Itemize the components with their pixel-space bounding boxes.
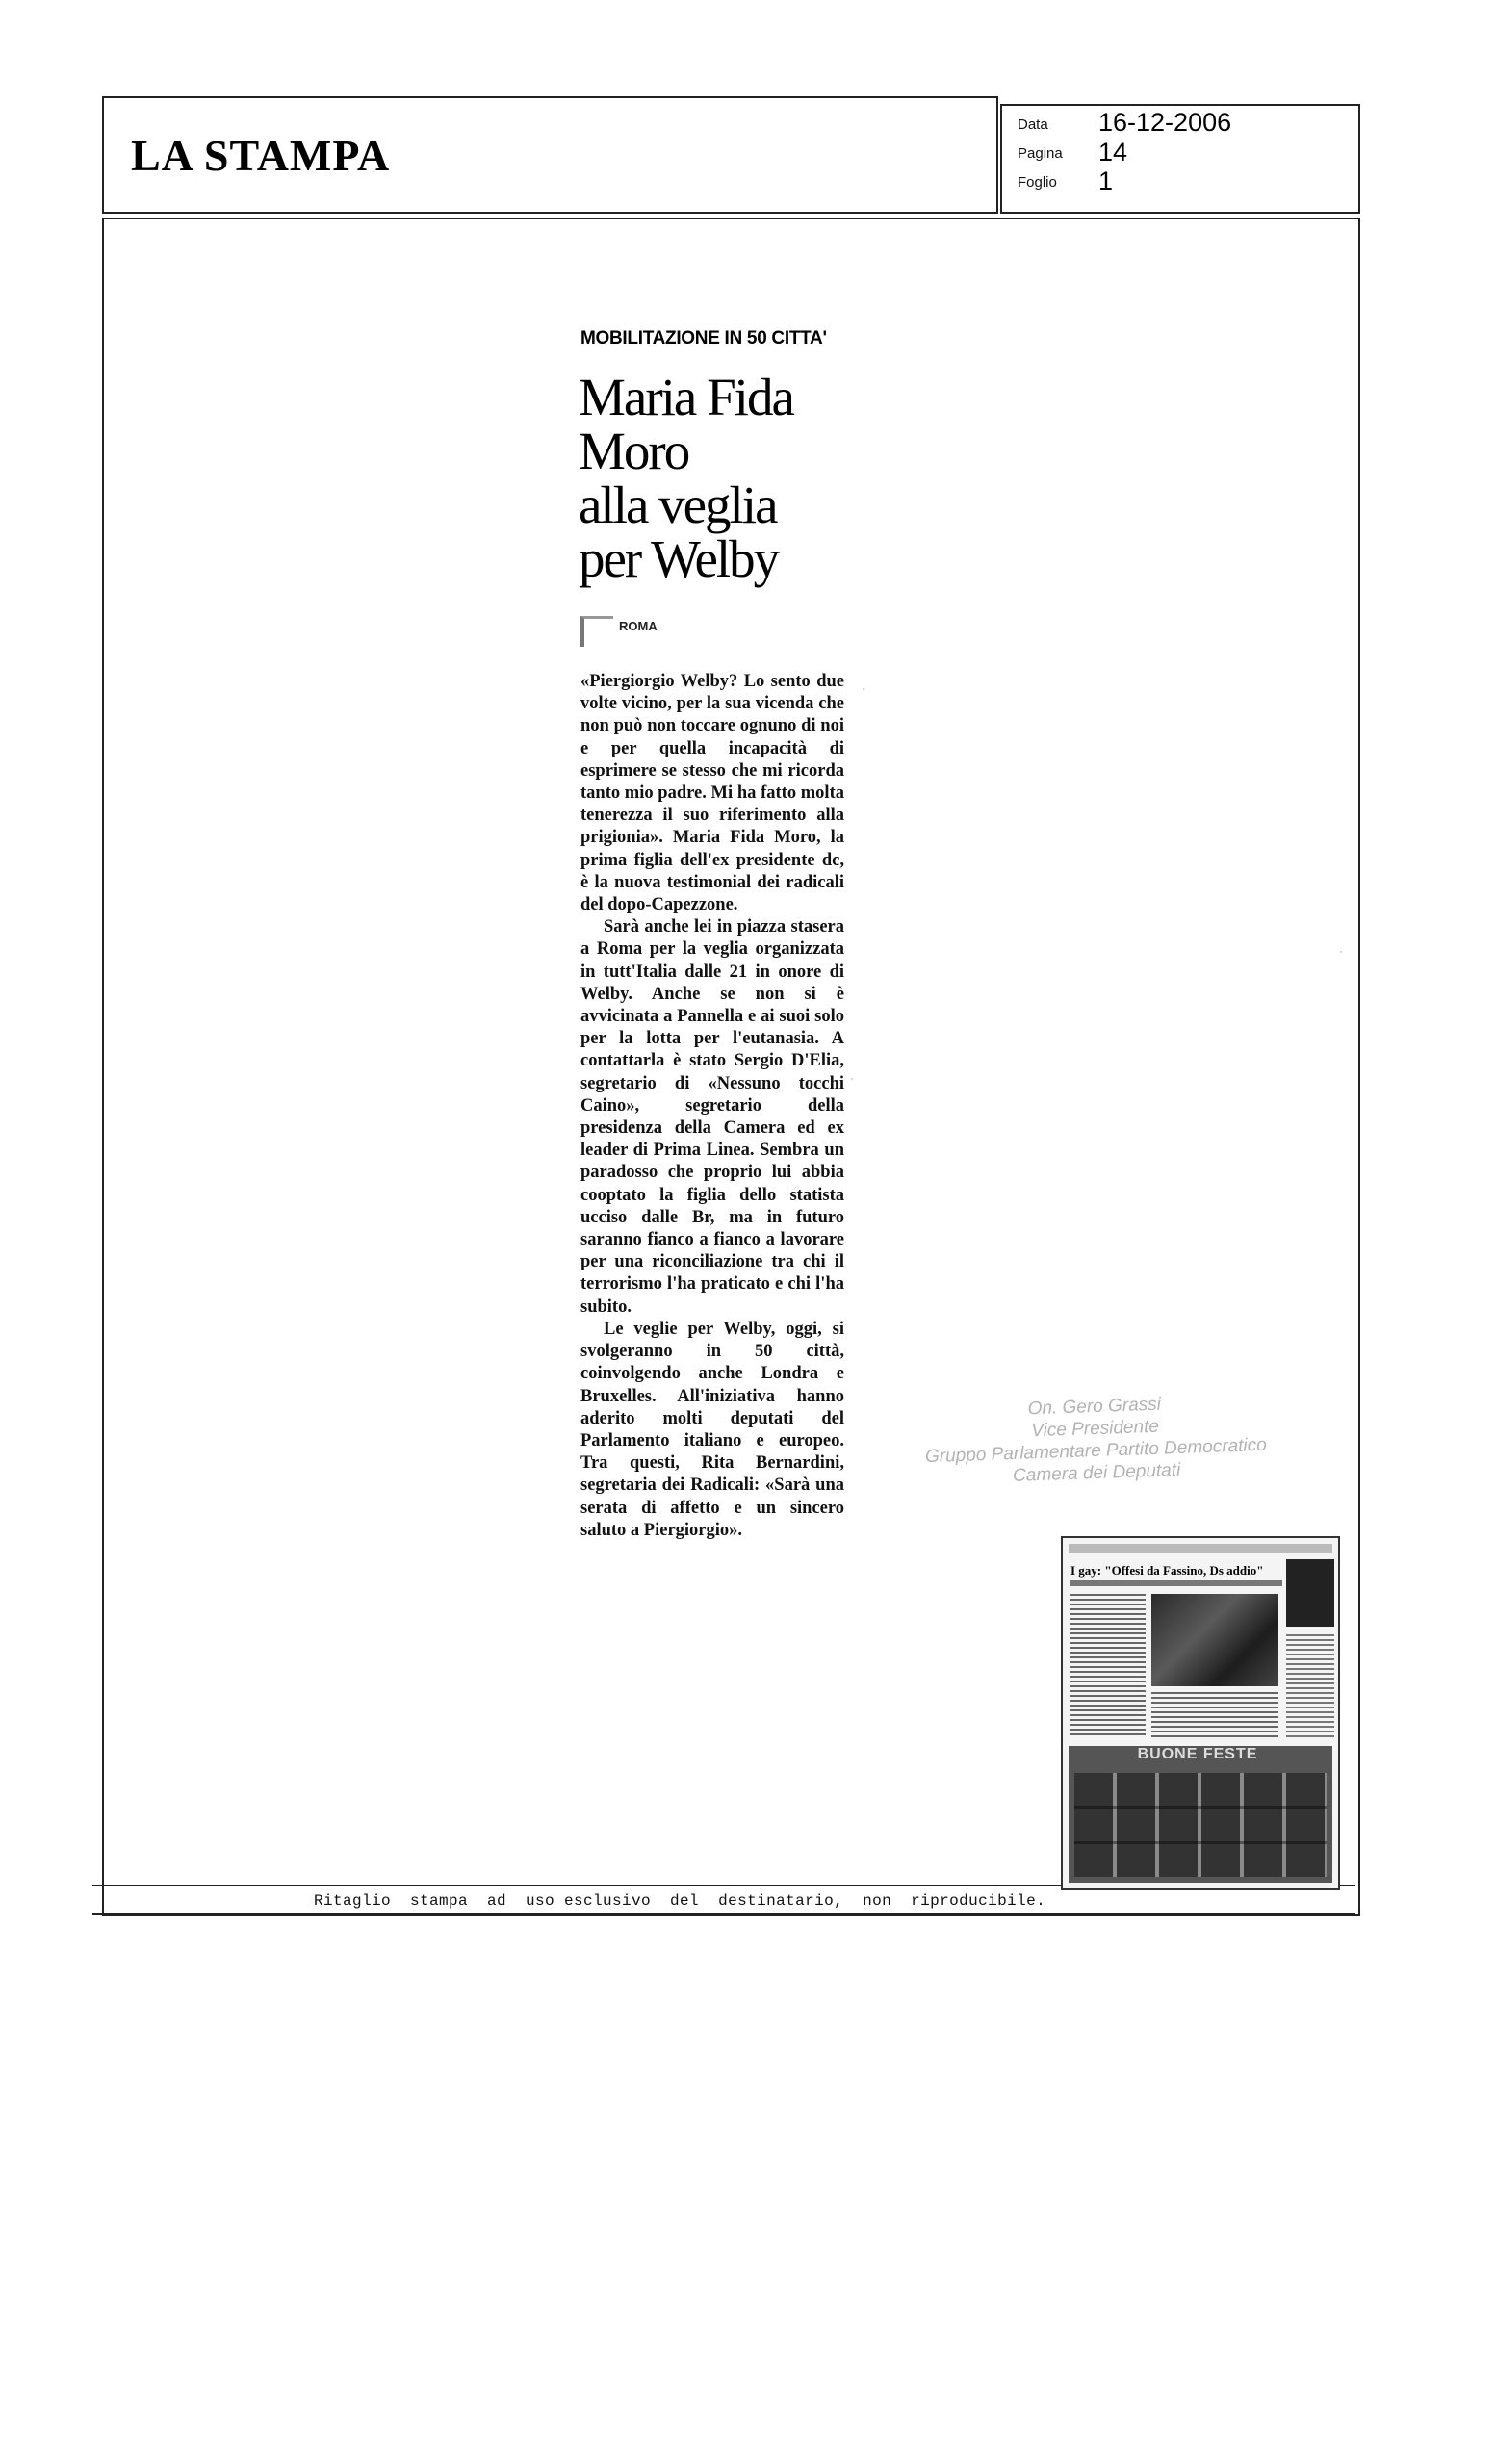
article-dateline: ROMA <box>619 619 658 633</box>
thumb-subheadline <box>1070 1580 1282 1586</box>
meta-page-value: 14 <box>1098 138 1128 167</box>
thumb-text-column <box>1151 1692 1278 1738</box>
footer-disclaimer: Ritaglio stampa ad uso esclusivo del destinatario, non riproducibile. <box>314 1892 1046 1910</box>
front-page-thumbnail <box>1061 1536 1340 1890</box>
headline-line: alla veglia <box>579 475 777 534</box>
meta-date-value: 16-12-2006 <box>1098 108 1232 137</box>
deputy-stamp <box>883 1388 1309 1491</box>
meta-sheet-label: Foglio <box>1018 174 1057 191</box>
article-headline <box>579 368 887 588</box>
scan-speck <box>1340 951 1342 953</box>
article-paragraph: Sarà anche lei in piazza stasera a Roma per la veglia organizzata in tutt'Italia dalle 21 in onore di Welby. Anche se non si è avvicinata a Pannella e ai suoi solo per la lotta per l'eutanasia. A contattarla è stato Sergio D'Elia, segretario di «Nessuno tocchi Caino», segretario della presidenza della Camera ed ex leader di Prima Linea. Sembra un paradosso che proprio lui abbia cooptato la figlia dello statista ucciso dalle Br, ma in futuro saranno fianco a fianco a lavorare per una riconciliazione tra chi il terrorismo l'ha praticato e chi l'ha subito. <box>580 917 844 1317</box>
scan-speck <box>851 1078 853 1080</box>
headline-line: Moro <box>579 422 689 480</box>
thumb-advert-title: BUONE FESTE <box>1137 1746 1258 1762</box>
dateline-initial-mark <box>580 616 613 647</box>
thumb-masthead-bar <box>1069 1544 1332 1553</box>
meta-page-label: Pagina <box>1018 145 1063 162</box>
thumb-text-column <box>1286 1634 1334 1738</box>
article-paragraph: «Piergiorgio Welby? Lo sento due volte vicino, per la sua vicenda che non può non toccare ognuno di noi e per quella incapacità di esprimere se stesso che mi ricorda tanto mio padre. Mi ha fatto molta tenerezza il suo riferimento alla prigionia». Maria Fida Moro, la prima figlia dell'ex presidente dc, è la nuova testimonial dei radicali del dopo-Capezzone. <box>580 672 844 915</box>
stamp-line: Gruppo Parlamentare Partito Democratico <box>924 1434 1268 1468</box>
article-kicker: MOBILITAZIONE IN 50 CITTA' <box>580 328 827 348</box>
scan-speck <box>863 688 864 690</box>
thumb-side-box <box>1286 1559 1334 1627</box>
thumb-photo <box>1151 1594 1278 1686</box>
meta-sheet-value: 1 <box>1098 167 1114 195</box>
article-body <box>580 671 844 1542</box>
stamp-line: On. Gero Grassi <box>1027 1394 1162 1420</box>
stamp-line: Vice Presidente <box>1030 1416 1160 1442</box>
headline-line: Maria Fida <box>579 368 793 426</box>
headline-line: per Welby <box>579 529 779 588</box>
thumb-text-column <box>1070 1594 1146 1738</box>
meta-date-label: Data <box>1018 116 1048 133</box>
stamp-line: Camera dei Deputati <box>1012 1459 1181 1487</box>
thumb-headline: I gay: "Offesi da Fassino, Ds addio" <box>1070 1563 1264 1578</box>
article-paragraph: Le veglie per Welby, oggi, si svolgeranno in 50 città, coinvolgendo anche Londra e Bruxelles. All'iniziativa hanno aderito molti deputati del Parlamento italiano e europeo. Tra questi, Rita Bernardini, segretaria dei Radicali: «Sarà una serata di affetto e un sincero saluto a Piergiorgio». <box>580 1319 844 1540</box>
thumb-advert-products <box>1074 1773 1327 1877</box>
masthead-title: LA STAMPA <box>131 131 391 180</box>
